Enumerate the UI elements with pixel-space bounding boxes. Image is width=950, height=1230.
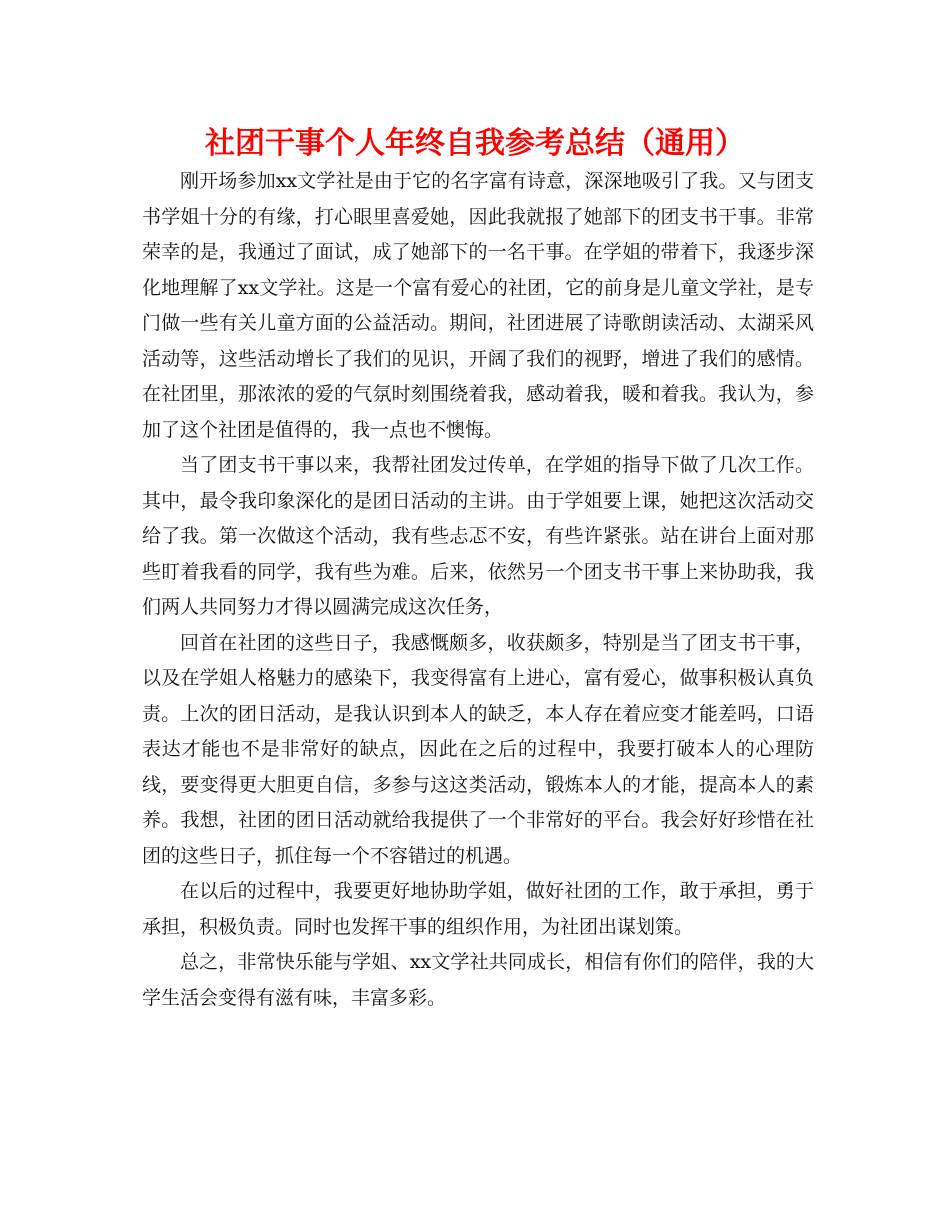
paragraph-3: 回首在社团的这些日子，我感慨颇多，收获颇多，特别是当了团支书干事，以及在学姐人格魅力的感染下，我变得富有上进心，富有爱心，做事积极认真负责。上次的团日活动，是我认识到本人的缺乏，本人存在着应变才能差吗，口语表达才能也不是非常好的缺点，因此在之后的过程中，我要打破本人的心理防线，要变得更大胆更自信，多参与这这类活动，锻炼本人的才能，提高本人的素养。我想，社团的团日活动就给我提供了一个非常好的平台。我会好好珍惜在社团的这些日子，抓住每一个不容错过的机遇。 xyxy=(142,631,814,867)
paragraph-1: 刚开场参加xx文学社是由于它的名字富有诗意，深深地吸引了我。又与团支书学姐十分的有缘，打心眼里喜爱她，因此我就报了她部下的团支书干事。非常荣幸的是，我通过了面试，成了她部下的一名干事。在学姐的带着下，我逐步深化地理解了xx文学社。这是一个富有爱心的社团，它的前身是儿童文学社，是专门做一些有关儿童方面的公益活动。期间，社团进展了诗歌朗读活动、太湖采风活动等，这些活动增长了我们的见识，开阔了我们的视野，增进了我们的感情。在社团里，那浓浓的爱的气氛时刻围绕着我，感动着我，暖和着我。我认为，参加了这个社团是值得的，我一点也不懊悔。 xyxy=(142,170,814,441)
paragraph-2: 当了团支书干事以来，我帮社团发过传单，在学姐的指导下做了几次工作。其中，最令我印象深化的是团日活动的主讲。由于学姐要上课，她把这次活动交给了我。第一次做这个活动，我有些忐忑不安，有些许紧张。站在讲台上面对那些盯着我看的同学，我有些为难。后来，依然另一个团支书干事上来协助我，我们两人共同努力才得以圆满完成这次任务， xyxy=(142,454,814,618)
document-body xyxy=(142,164,814,1016)
paragraph-4: 在以后的过程中，我要更好地协助学姐，做好社团的工作，敢于承担，勇于承担，积极负责。同时也发挥干事的组织作用，为社团出谋划策。 xyxy=(142,880,814,938)
paragraph-5: 总之，非常快乐能与学姐、xx文学社共同成长，相信有你们的陪伴，我的大学生活会变得有滋有味，丰富多彩。 xyxy=(142,951,814,1009)
document-title: 社团干事个人年终自我参考总结（通用） xyxy=(205,126,745,161)
